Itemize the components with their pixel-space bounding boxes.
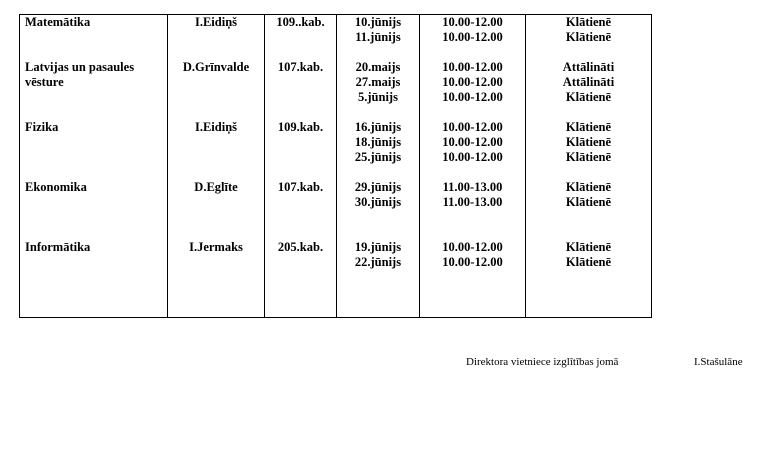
mode-text: Klātienē xyxy=(565,15,612,29)
date-cell xyxy=(337,240,420,318)
mode-text: Klātienē xyxy=(565,119,612,134)
mode-text: Klātienē xyxy=(565,239,612,254)
room-text: 109..kab. xyxy=(276,15,325,29)
subject-cell xyxy=(20,15,168,60)
time-text: 10.00-12.00 xyxy=(442,254,503,269)
date-text: 25.jūnijs xyxy=(354,149,402,164)
teacher-text: D.Eglīte xyxy=(194,179,238,194)
mode-text: Klātienē xyxy=(565,89,612,104)
subject-text: Matemātika xyxy=(25,15,91,29)
date-text: 22.jūnijs xyxy=(354,254,402,269)
table-row xyxy=(20,120,652,180)
mode-cell xyxy=(526,120,652,180)
exam-schedule-table xyxy=(19,14,652,318)
subject-text: Informātika xyxy=(25,239,91,254)
time-text: 11.00-13.00 xyxy=(442,194,503,209)
signature-name: I.Stašulāne xyxy=(694,356,743,368)
subject-cell xyxy=(20,120,168,180)
schedule-sheet xyxy=(19,14,652,318)
signature-role: Direktora vietniece izglītības jomā xyxy=(466,356,619,368)
time-text: 10.00-12.00 xyxy=(442,119,503,134)
time-text: 10.00-12.00 xyxy=(442,30,503,44)
date-text: 20.maijs xyxy=(355,59,401,74)
room-cell xyxy=(265,60,337,120)
mode-cell xyxy=(526,15,652,60)
room-text: 107.kab. xyxy=(277,59,324,74)
subject-cell xyxy=(20,240,168,318)
teacher-cell xyxy=(168,120,265,180)
time-cell xyxy=(420,60,526,120)
room-text: 205.kab. xyxy=(277,239,324,254)
time-text: 10.00-12.00 xyxy=(442,134,503,149)
time-cell xyxy=(420,15,526,60)
table-row xyxy=(20,60,652,120)
teacher-cell xyxy=(168,15,265,60)
mode-cell xyxy=(526,240,652,318)
subject-text: Latvijas un pasaules xyxy=(25,59,135,74)
room-cell xyxy=(265,180,337,240)
room-cell xyxy=(265,240,337,318)
table-row xyxy=(20,180,652,240)
date-cell xyxy=(337,15,420,60)
mode-cell xyxy=(526,60,652,120)
mode-text: Klātienē xyxy=(565,149,612,164)
time-cell xyxy=(420,240,526,318)
teacher-cell xyxy=(168,60,265,120)
mode-text: Klātienē xyxy=(565,194,612,209)
mode-text: Klātienē xyxy=(565,30,612,44)
mode-text: Klātienē xyxy=(565,254,612,269)
time-text: 10.00-12.00 xyxy=(442,74,503,89)
teacher-text: I.Jermaks xyxy=(189,239,243,254)
time-text: 10.00-12.00 xyxy=(442,59,503,74)
table-row xyxy=(20,15,652,60)
date-cell xyxy=(337,180,420,240)
room-text: 107.kab. xyxy=(277,179,324,194)
date-text: 30.jūnijs xyxy=(354,194,402,209)
teacher-cell xyxy=(168,180,265,240)
mode-text: Attālināti xyxy=(562,74,615,89)
room-cell xyxy=(265,120,337,180)
table-row xyxy=(20,240,652,318)
room-text: 109.kab. xyxy=(277,119,324,134)
subject-text: Fizika xyxy=(25,119,59,134)
date-text: 11.jūnijs xyxy=(355,30,401,44)
date-cell xyxy=(337,60,420,120)
time-cell xyxy=(420,180,526,240)
mode-text: Klātienē xyxy=(565,134,612,149)
date-text: 27.maijs xyxy=(355,74,401,89)
time-text: 10.00-12.00 xyxy=(442,15,503,29)
time-text: 11.00-13.00 xyxy=(442,179,503,194)
date-text: 5.jūnijs xyxy=(358,89,398,104)
date-text: 10.jūnijs xyxy=(354,15,402,29)
date-text: 18.jūnijs xyxy=(354,134,402,149)
time-text: 10.00-12.00 xyxy=(442,239,503,254)
date-cell xyxy=(337,120,420,180)
subject-text: vēsture xyxy=(25,74,64,89)
time-text: 10.00-12.00 xyxy=(442,89,503,104)
teacher-text: D.Grīnvalde xyxy=(182,59,250,74)
subject-cell xyxy=(20,60,168,120)
subject-cell xyxy=(20,180,168,240)
teacher-text: I.Eidiņš xyxy=(194,15,238,29)
time-text: 10.00-12.00 xyxy=(442,149,503,164)
room-cell xyxy=(265,15,337,60)
date-text: 16.jūnijs xyxy=(354,119,402,134)
teacher-text: I.Eidiņš xyxy=(194,119,238,134)
date-text: 29.jūnijs xyxy=(354,179,402,194)
mode-cell xyxy=(526,180,652,240)
subject-text: Ekonomika xyxy=(25,179,87,194)
date-text: 19.jūnijs xyxy=(354,239,402,254)
mode-text: Attālināti xyxy=(562,59,615,74)
mode-text: Klātienē xyxy=(565,179,612,194)
time-cell xyxy=(420,120,526,180)
teacher-cell xyxy=(168,240,265,318)
